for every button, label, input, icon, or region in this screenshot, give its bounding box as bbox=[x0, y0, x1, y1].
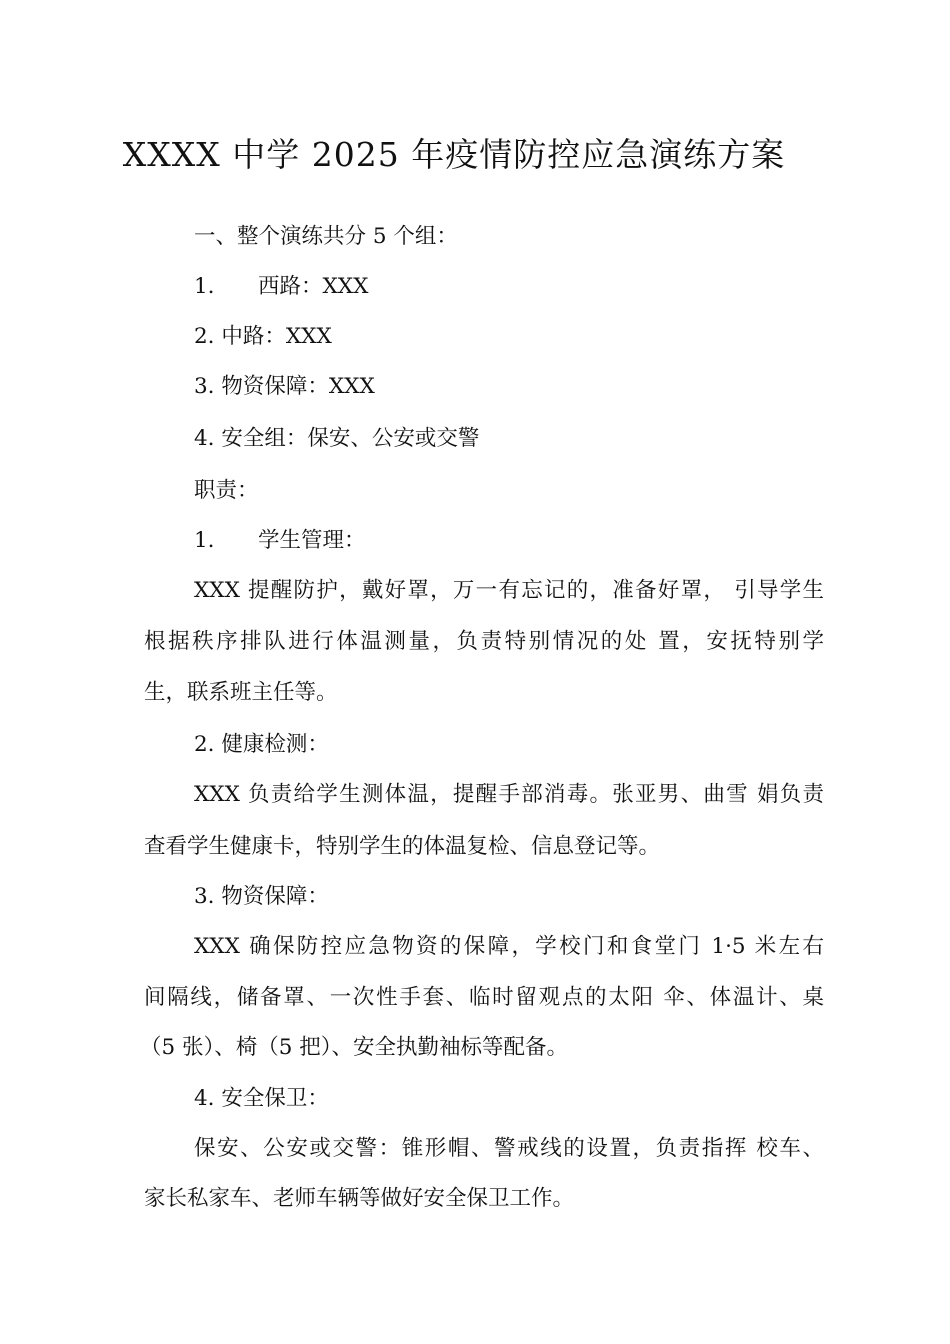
security-heading: 4. 安全保卫： bbox=[194, 1086, 329, 1111]
security-line-1: 保安、公安或交警：锥形帽、警戒线的设置，负责指挥 校车、 bbox=[194, 1136, 824, 1161]
group-item-1 bbox=[194, 272, 368, 302]
group-item-2: 2. 中路：XXX bbox=[194, 324, 332, 349]
student-mgmt-number: 1. bbox=[194, 528, 215, 553]
student-mgmt-line-1: XXX 提醒防护，戴好罩，万一有忘记的，准备好罩， 引导学生 bbox=[194, 578, 824, 603]
health-check-line-1: XXX 负责给学生测体温，提醒手部消毒。张亚男、曲雪 娟负责 bbox=[194, 782, 824, 807]
group-item-1-text: 西路：XXX bbox=[258, 274, 369, 299]
student-mgmt-heading bbox=[194, 526, 366, 556]
health-check-line-2: 查看学生健康卡，特别学生的体温复检、信息登记等。 bbox=[144, 834, 661, 859]
groups-intro: 一、整个演练共分 5 个组： bbox=[194, 224, 458, 249]
supplies-line-2: 间隔线，储备罩、一次性手套、临时留观点的太阳 伞、体温计、桌 bbox=[144, 985, 824, 1010]
student-mgmt-heading-text: 学生管理： bbox=[258, 528, 366, 553]
group-item-3: 3. 物资保障：XXX bbox=[194, 374, 375, 399]
supplies-heading: 3. 物资保障： bbox=[194, 884, 329, 909]
student-mgmt-line-2: 根据秩序排队进行体温测量，负责特别情况的处 置，安抚特别学 bbox=[144, 629, 824, 654]
health-check-heading: 2. 健康检测： bbox=[194, 732, 329, 757]
document-title: XXXX 中学 2025 年疫情防控应急演练方案 bbox=[122, 135, 786, 174]
supplies-line-1: XXX 确保防控应急物资的保障，学校门和食堂门 1·5 米左右 bbox=[194, 934, 824, 959]
group-item-1-number: 1. bbox=[194, 274, 215, 299]
group-item-4: 4. 安全组：保安、公安或交警 bbox=[194, 426, 480, 451]
student-mgmt-line-3: 生，联系班主任等。 bbox=[144, 680, 338, 705]
supplies-line-3: （5 张）、椅（5 把）、安全执勤袖标等配备。 bbox=[140, 1035, 569, 1060]
security-line-2: 家长私家车、老师车辆等做好安全保卫工作。 bbox=[144, 1186, 575, 1211]
duties-heading: 职责： bbox=[194, 478, 259, 503]
